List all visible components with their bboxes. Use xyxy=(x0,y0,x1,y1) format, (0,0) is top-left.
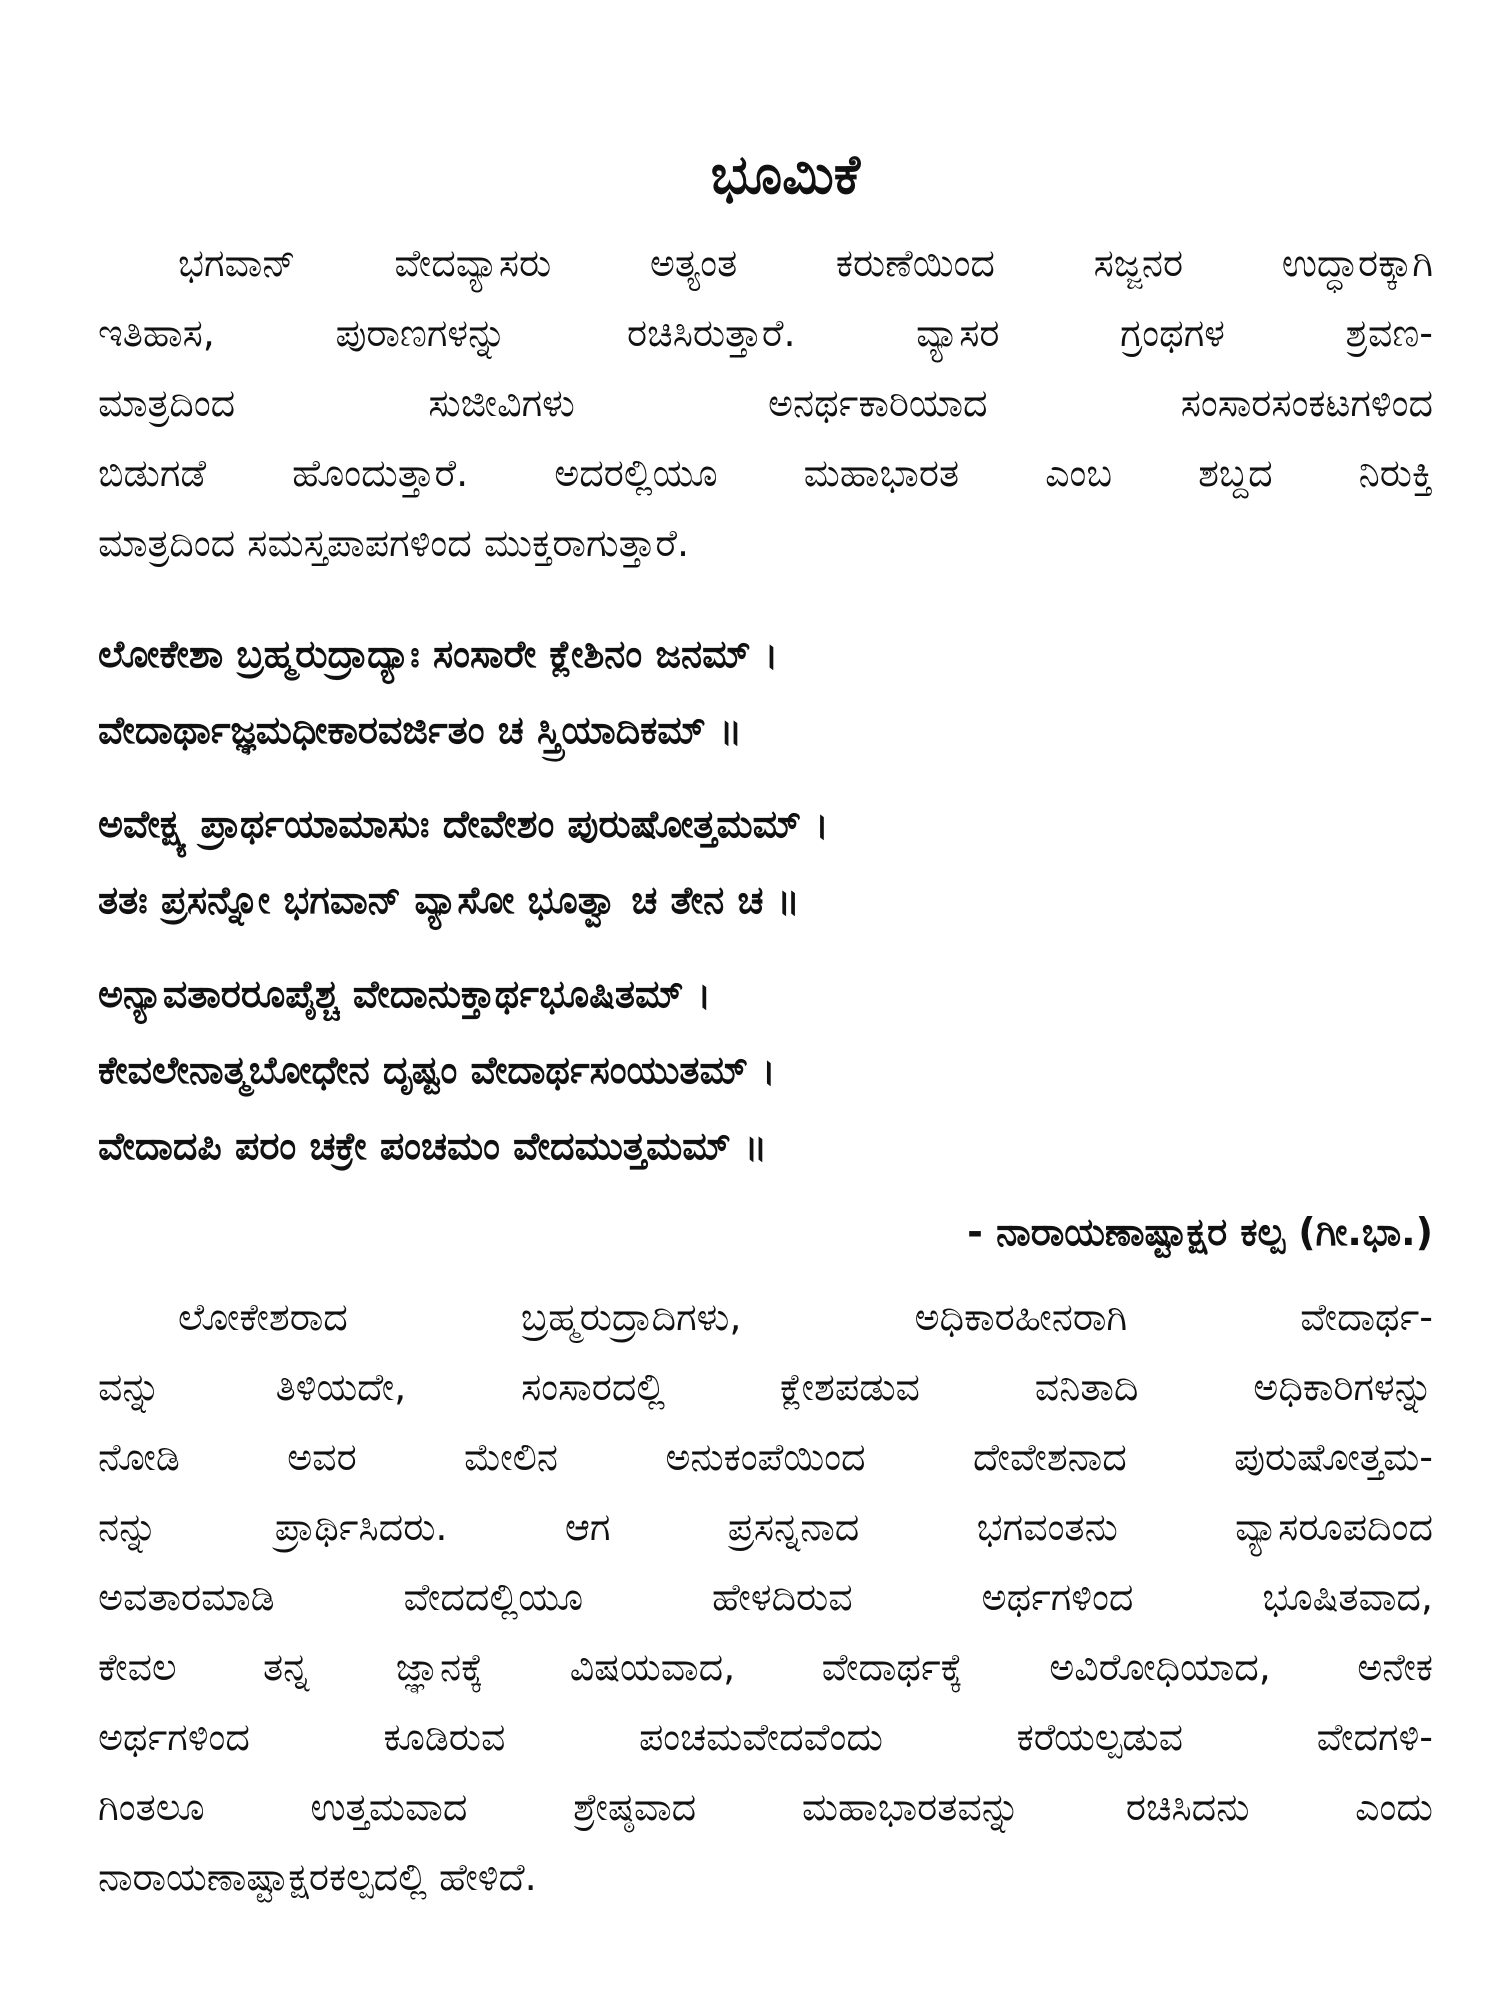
verse-line: ಅವೇಕ್ಷ್ಯ ಪ್ರಾರ್ಥಯಾಮಾಸುಃ ದೇವೇಶಂ ಪುರುಷೋತ್ತಮಮ್ । xyxy=(98,802,829,846)
explanation-paragraph xyxy=(98,1282,1433,1912)
verse-line: ವೇದಾದಪಿ ಪರಂ ಚಕ್ರೇ ಪಂಚಮಂ ವೇದಮುತ್ತಮಮ್ ॥ xyxy=(98,1124,768,1168)
verse-line: ವೇದಾರ್ಥಾಜ್ಞಮಧೀಕಾರವರ್ಜಿತಂ ಚ ಸ್ತ್ರಿಯಾದಿಕಮ್ ॥ xyxy=(98,708,743,752)
paragraph-line: ಭಗವಾನ್ ವೇದವ್ಯಾಸರು ಅತ್ಯಂತ ಕರುಣೆಯಿಂದ ಸಜ್ಜನರ ಉದ್ಧಾರಕ್ಕಾಗಿ xyxy=(178,241,1433,285)
page-title: ಭೂಮಿಕೆ xyxy=(710,143,861,206)
paragraph-line: ಇತಿಹಾಸ, ಪುರಾಣಗಳನ್ನು ರಚಿಸಿರುತ್ತಾರೆ. ವ್ಯಾಸರ ಗ್ರಂಥಗಳ ಶ್ರವಣ- xyxy=(98,311,1433,355)
document-page xyxy=(98,140,1433,1912)
paragraph-line: ನಾರಾಯಣಾಷ್ಟಾಕ್ಷರಕಲ್ಪದಲ್ಲಿ ಹೇಳಿದೆ. xyxy=(98,1855,537,1899)
intro-paragraph xyxy=(98,228,1433,578)
paragraph-line: ನನ್ನು ಪ್ರಾರ್ಥಿಸಿದರು. ಆಗ ಪ್ರಸನ್ನನಾದ ಭಗವಂತನು ವ್ಯಾಸರೂಪದಿಂದ xyxy=(98,1505,1433,1549)
verse-group xyxy=(98,616,1433,768)
verse-line: ಲೋಕೇಶಾ ಬ್ರಹ್ಮರುದ್ರಾದ್ಯಾಃ ಸಂಸಾರೇ ಕ್ಲೇಶಿನಂ ಜನಮ್ । xyxy=(98,632,779,676)
paragraph-line: ಮಾತ್ರದಿಂದ ಸಮಸ್ತಪಾಪಗಳಿಂದ ಮುಕ್ತರಾಗುತ್ತಾರೆ. xyxy=(98,521,690,565)
paragraph-line: ಬಿಡುಗಡೆ ಹೊಂದುತ್ತಾರೆ. ಅದರಲ್ಲಿಯೂ ಮಹಾಭಾರತ ಎಂಬ ಶಬ್ದದ ನಿರುಕ್ತಿ xyxy=(98,451,1433,495)
paragraph-line: ಗಿಂತಲೂ ಉತ್ತಮವಾದ ಶ್ರೇಷ್ಠವಾದ ಮಹಾಭಾರತವನ್ನು ರಚಿಸಿದನು ಎಂದು xyxy=(98,1785,1433,1829)
paragraph-line: ಅರ್ಥಗಳಿಂದ ಕೂಡಿರುವ ಪಂಚಮವೇದವೆಂದು ಕರೆಯಲ್ಪಡುವ ವೇದಗಳಿ- xyxy=(98,1715,1433,1759)
verse-line: ಅನ್ಯಾವತಾರರೂಪೈಶ್ಚ ವೇದಾನುಕ್ತಾರ್ಥಭೂಷಿತಮ್ । xyxy=(98,972,712,1016)
verse-group xyxy=(98,786,1433,938)
paragraph-line: ಮಾತ್ರದಿಂದ ಸುಜೀವಿಗಳು ಅನರ್ಥಕಾರಿಯಾದ ಸಂಸಾರಸಂಕಟಗಳಿಂದ xyxy=(98,381,1433,425)
verse-line: ಕೇವಲೇನಾತ್ಮಬೋಧೇನ ದೃಷ್ಟಂ ವೇದಾರ್ಥಸಂಯುತಮ್ । xyxy=(98,1048,776,1092)
paragraph-line: ಕೇವಲ ತನ್ನ ಜ್ಞಾನಕ್ಕೆ ವಿಷಯವಾದ, ವೇದಾರ್ಥಕ್ಕೆ ಅವಿರೋಧಿಯಾದ, ಅನೇಕ xyxy=(98,1645,1433,1689)
paragraph-line: ಲೋಕೇಶರಾದ ಬ್ರಹ್ಮರುದ್ರಾದಿಗಳು, ಅಧಿಕಾರಹೀನರಾಗಿ ವೇದಾರ್ಥ- xyxy=(178,1295,1433,1339)
paragraph-line: ವನ್ನು ತಿಳಿಯದೇ, ಸಂಸಾರದಲ್ಲಿ ಕ್ಲೇಶಪಡುವ ವನಿತಾದಿ ಅಧಿಕಾರಿಗಳನ್ನು xyxy=(98,1365,1433,1409)
verse-group xyxy=(98,956,1433,1184)
sanskrit-verses xyxy=(98,616,1433,1184)
verse-citation: - ನಾರಾಯಣಾಷ್ಟಾಕ್ಷರ ಕಲ್ಪ (ಗೀ.ಭಾ.) xyxy=(967,1210,1433,1254)
paragraph-line: ನೋಡಿ ಅವರ ಮೇಲಿನ ಅನುಕಂಪೆಯಿಂದ ದೇವೇಶನಾದ ಪುರುಷೋತ್ತಮ- xyxy=(98,1435,1433,1479)
paragraph-line: ಅವತಾರಮಾಡಿ ವೇದದಲ್ಲಿಯೂ ಹೇಳದಿರುವ ಅರ್ಥಗಳಿಂದ ಭೂಷಿತವಾದ, xyxy=(98,1575,1433,1619)
verse-line: ತತಃ ಪ್ರಸನ್ನೋ ಭಗವಾನ್ ವ್ಯಾಸೋ ಭೂತ್ವಾ ಚ ತೇನ ಚ ॥ xyxy=(98,878,800,922)
